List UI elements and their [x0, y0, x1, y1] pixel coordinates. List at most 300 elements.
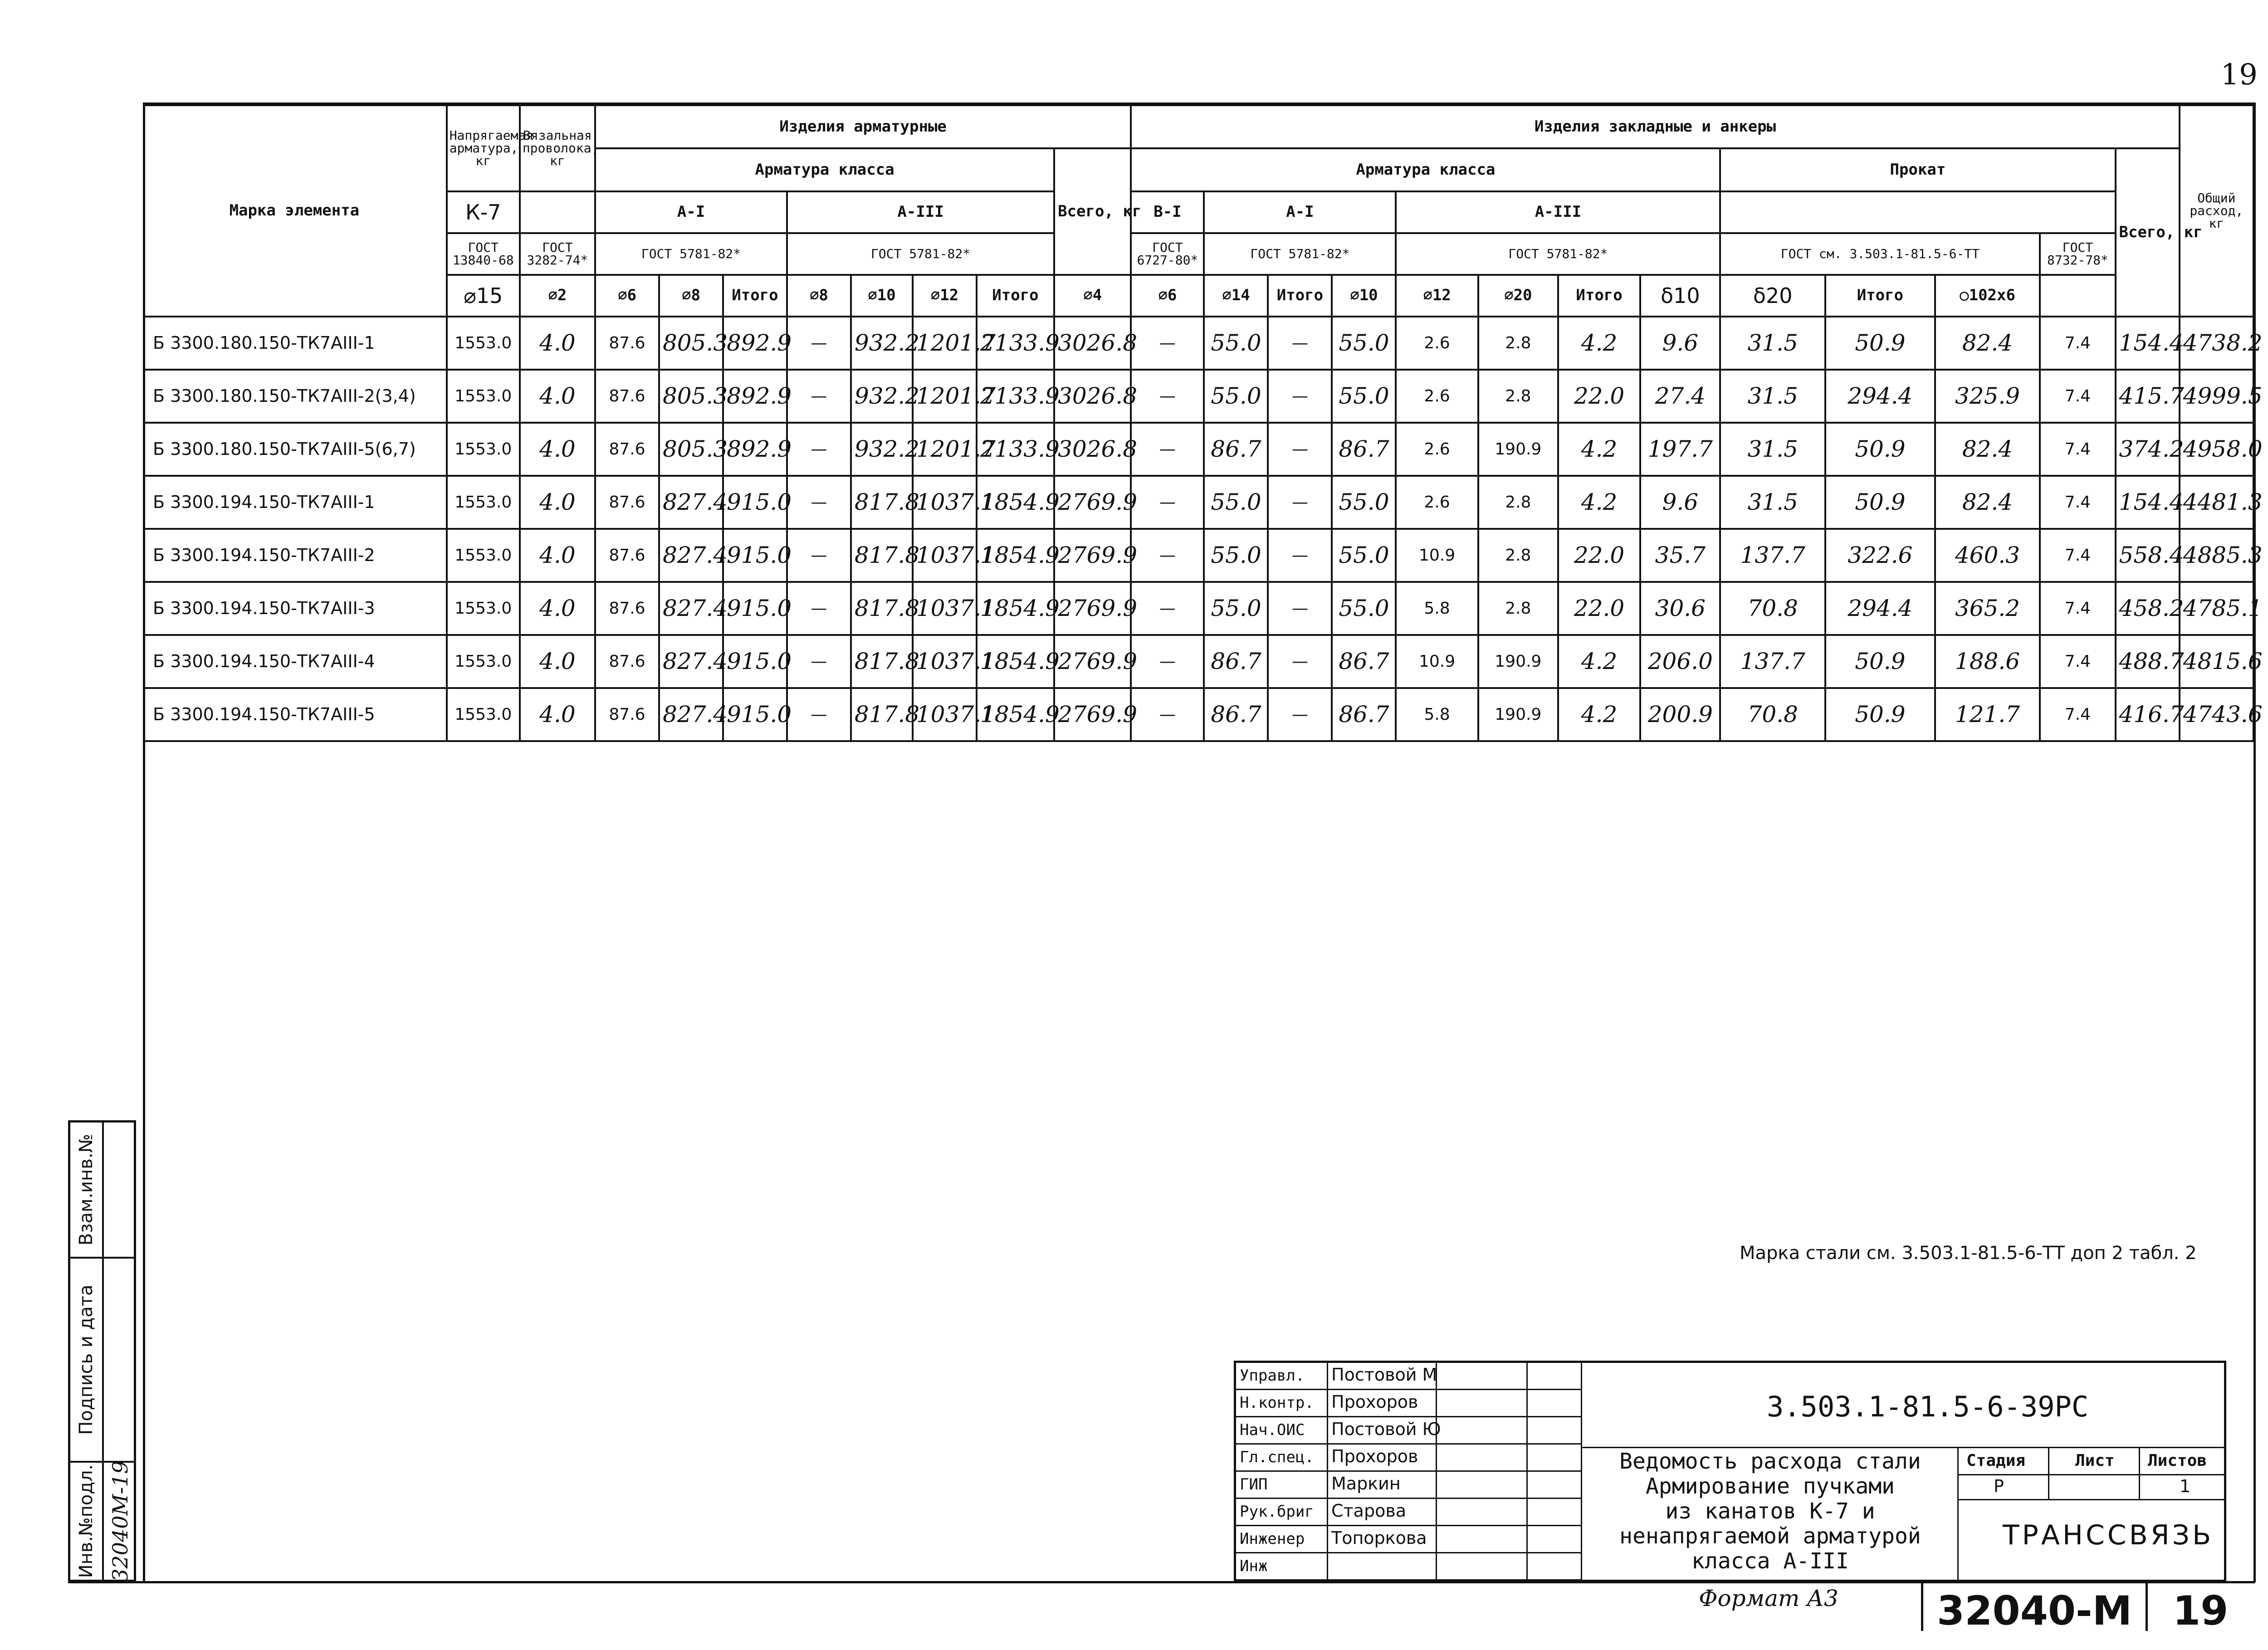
header-gost-5781-d: ГОСТ 5781-82* [1396, 233, 1720, 275]
format-label: Формат А3 [1699, 1585, 1838, 1611]
value-cell: 4.2 [1558, 423, 1640, 476]
value-cell: 374.2 [2116, 423, 2180, 476]
value-cell: 7.4 [2040, 370, 2115, 423]
value-cell: 137.7 [1720, 529, 1825, 582]
value-cell: 2.6 [1396, 370, 1478, 423]
value-cell: — [1268, 423, 1332, 476]
value-cell: 197.7 [1640, 423, 1720, 476]
value-cell: 55.0 [1332, 476, 1396, 529]
value-cell: 70.8 [1720, 582, 1825, 635]
header-rolled: Прокат [1720, 148, 2115, 191]
side-cell-repl [70, 1123, 102, 1259]
footer-code-left-line [1921, 1581, 1923, 1631]
value-cell: 50.9 [1825, 635, 1935, 688]
document-code: 3.503.1-81.5-6-39РС [1767, 1390, 2089, 1423]
person-name: Прохоров [1331, 1392, 1418, 1412]
value-cell: 932.2 [851, 317, 913, 370]
value-cell: 7.4 [2040, 476, 2115, 529]
value-cell: 416.7 [2116, 688, 2180, 741]
header-gost-3282: ГОСТ 3282-74* [520, 233, 595, 275]
table-row [143, 688, 2253, 741]
header-rebar-class-embedded: Арматура класса [1131, 148, 1720, 191]
tb-divider-sig [1526, 1363, 1528, 1580]
value-cell: 82.4 [1935, 317, 2040, 370]
person-name: Топоркова [1331, 1528, 1427, 1548]
value-cell: 915.0 [723, 688, 787, 741]
value-cell: 87.6 [595, 635, 659, 688]
value-cell: 82.4 [1935, 423, 2040, 476]
person-name: Маркин [1331, 1474, 1401, 1494]
value-cell: 22.0 [1558, 529, 1640, 582]
value-cell: 2769.9 [1054, 529, 1131, 582]
value-cell: — [1131, 476, 1204, 529]
value-cell: 55.0 [1204, 582, 1268, 635]
value-cell: 3026.8 [1054, 423, 1131, 476]
header-gost-13840: ГОСТ 13840-68 [447, 233, 520, 275]
value-cell: 827.4 [659, 529, 723, 582]
person-role: Гл.спец. [1240, 1448, 1314, 1466]
value-cell: 4.2 [1558, 476, 1640, 529]
table-body [143, 317, 2263, 741]
value-cell: 915.0 [723, 476, 787, 529]
value-cell: 27.4 [1640, 370, 1720, 423]
col-total-a3: Итого [977, 275, 1054, 317]
value-cell: 4.0 [520, 476, 595, 529]
sheets-label: Листов [2148, 1451, 2207, 1470]
value-cell: 365.2 [1935, 582, 2040, 635]
col-delta10: δ10 [1640, 275, 1720, 317]
value-cell: 4.0 [520, 582, 595, 635]
value-cell: 137.7 [1720, 635, 1825, 688]
col-total-a3-emb: Итого [1558, 275, 1640, 317]
stage-value: Р [1994, 1476, 2004, 1496]
value-cell: 1854.9 [977, 688, 1054, 741]
col-d6-emb: ⌀6 [1131, 275, 1204, 317]
value-cell: 1553.0 [447, 635, 520, 688]
value-cell: 2769.9 [1054, 582, 1131, 635]
table-row [143, 529, 2253, 582]
header-b1: В-I [1131, 191, 1204, 233]
value-cell: 5.8 [1396, 688, 1478, 741]
steel-consumption-table [143, 104, 2263, 742]
tb-divider-title [1957, 1447, 1959, 1580]
value-cell: 4738.2 [2180, 317, 2253, 370]
value-cell: 154.4 [2116, 317, 2180, 370]
value-cell: 2769.9 [1054, 476, 1131, 529]
title-block-person-row [1236, 1363, 1581, 1390]
table-row [143, 476, 2253, 529]
header-a3-embedded: А-III [1396, 191, 1720, 233]
value-cell: 55.0 [1204, 476, 1268, 529]
value-cell: 4.0 [520, 370, 595, 423]
value-cell: 82.4 [1935, 476, 2040, 529]
value-cell: 4958.0 [2180, 423, 2253, 476]
value-cell: 55.0 [1204, 529, 1268, 582]
value-cell: 10.9 [1396, 529, 1478, 582]
value-cell: 86.7 [1332, 423, 1396, 476]
value-cell: — [1268, 635, 1332, 688]
element-mark-cell: Б 3300.180.150-ТК7АIII-5(6,7) [143, 423, 447, 476]
side-inv-value: 32040М-19 [108, 1460, 132, 1582]
value-cell: 805.3 [659, 317, 723, 370]
value-cell: — [1268, 688, 1332, 741]
value-cell: 206.0 [1640, 635, 1720, 688]
value-cell: 87.6 [595, 688, 659, 741]
side-cell-inv-value [102, 1460, 136, 1582]
title-block-person-row [1236, 1417, 1581, 1445]
col-d2: ⌀2 [520, 275, 595, 317]
value-cell: 2769.9 [1054, 635, 1131, 688]
value-cell: 4481.3 [2180, 476, 2253, 529]
person-role: Нач.ОИС [1240, 1421, 1305, 1439]
person-name: Постовой Ю [1331, 1419, 1441, 1439]
value-cell: 817.8 [851, 476, 913, 529]
value-cell: 121.7 [1935, 688, 2040, 741]
header-a1-embedded: А-I [1204, 191, 1396, 233]
value-cell: 1037.1 [913, 688, 977, 741]
value-cell: — [1131, 423, 1204, 476]
value-cell: 55.0 [1332, 582, 1396, 635]
header-rebar-class: Арматура класса [595, 148, 1054, 191]
value-cell: 86.7 [1204, 688, 1268, 741]
value-cell: 22.0 [1558, 370, 1640, 423]
col-total-a1: Итого [723, 275, 787, 317]
value-cell: 558.4 [2116, 529, 2180, 582]
value-cell: 488.7 [2116, 635, 2180, 688]
tb-divider-people [1581, 1363, 1582, 1580]
value-cell: 3026.8 [1054, 317, 1131, 370]
sheets-value: 1 [2180, 1476, 2191, 1496]
value-cell: 1037.1 [913, 529, 977, 582]
value-cell: 892.9 [723, 317, 787, 370]
value-cell: 4743.6 [2180, 688, 2253, 741]
value-cell: 1201.7 [913, 423, 977, 476]
value-cell: 817.8 [851, 688, 913, 741]
value-cell: 87.6 [595, 317, 659, 370]
side-label-sign: Подпись и дата [76, 1284, 97, 1435]
element-mark-cell: Б 3300.194.150-ТК7АIII-2 [143, 529, 447, 582]
value-cell: 1553.0 [447, 423, 520, 476]
value-cell: 817.8 [851, 635, 913, 688]
value-cell: 55.0 [1204, 317, 1268, 370]
value-cell: — [787, 582, 851, 635]
col-d8-a3: ⌀8 [787, 275, 851, 317]
side-cell-sign [70, 1259, 102, 1463]
value-cell: — [787, 370, 851, 423]
footer-code-right-line [2146, 1581, 2148, 1631]
value-cell: — [1131, 635, 1204, 688]
side-cell-sign-value [102, 1259, 136, 1463]
value-cell: — [787, 423, 851, 476]
col-d12-emb: ⌀12 [1396, 275, 1478, 317]
value-cell: 7.4 [2040, 582, 2115, 635]
value-cell: 4.0 [520, 529, 595, 582]
value-cell: 4.0 [520, 688, 595, 741]
value-cell: 7.4 [2040, 423, 2115, 476]
value-cell: 86.7 [1204, 635, 1268, 688]
value-cell: 2.8 [1478, 370, 1558, 423]
value-cell: 70.8 [1720, 688, 1825, 741]
value-cell: 55.0 [1332, 317, 1396, 370]
value-cell: 2769.9 [1054, 688, 1131, 741]
col-d10: ⌀10 [851, 275, 913, 317]
tb-stage-div-2 [2139, 1447, 2140, 1499]
value-cell: 915.0 [723, 529, 787, 582]
col-d15: ⌀15 [447, 275, 520, 317]
value-cell: 1553.0 [447, 476, 520, 529]
header-total-kg: Всего, кг [1054, 148, 1131, 275]
value-cell: 7.4 [2040, 635, 2115, 688]
header-element-mark: Марка элемента [143, 105, 447, 317]
value-cell: 31.5 [1720, 317, 1825, 370]
side-label-repl: Взам.инв.№ [76, 1133, 97, 1246]
value-cell: 4999.5 [2180, 370, 2253, 423]
person-role: Рук.бриг [1240, 1503, 1314, 1521]
value-cell: 1037.1 [913, 635, 977, 688]
value-cell: 932.2 [851, 370, 913, 423]
value-cell: 87.6 [595, 423, 659, 476]
value-cell: 87.6 [595, 370, 659, 423]
value-cell: 7.4 [2040, 317, 2115, 370]
value-cell: 4885.3 [2180, 529, 2253, 582]
tb-stage-line-2 [1957, 1499, 2225, 1500]
col-d14: ⌀14 [1204, 275, 1268, 317]
col-total-a1-emb: Итого [1268, 275, 1332, 317]
value-cell: 805.3 [659, 423, 723, 476]
value-cell: 915.0 [723, 635, 787, 688]
header-overall: Общий расход, кг [2180, 105, 2253, 317]
element-mark-cell: Б 3300.180.150-ТК7АIII-1 [143, 317, 447, 370]
value-cell: 2.8 [1478, 476, 1558, 529]
value-cell: 827.4 [659, 476, 723, 529]
value-cell: 2133.9 [977, 317, 1054, 370]
person-role: Инженер [1240, 1530, 1305, 1548]
value-cell: 2.8 [1478, 317, 1558, 370]
table-row [143, 317, 2253, 370]
title-block-person-row [1236, 1499, 1581, 1526]
title-block [1234, 1361, 2226, 1582]
value-cell: 1553.0 [447, 582, 520, 635]
person-role: Инж [1240, 1557, 1268, 1575]
value-cell: — [1268, 582, 1332, 635]
value-cell: 2133.9 [977, 423, 1054, 476]
value-cell: 87.6 [595, 529, 659, 582]
col-d20: ⌀20 [1478, 275, 1558, 317]
header-gost-5781-a: ГОСТ 5781-82* [595, 233, 787, 275]
value-cell: 22.0 [1558, 582, 1640, 635]
value-cell: — [1268, 476, 1332, 529]
value-cell: 1201.7 [913, 370, 977, 423]
tb-stage-line-1 [1957, 1474, 2225, 1475]
header-a1: А-I [595, 191, 787, 233]
title-line: Армирование пучками [1645, 1474, 1895, 1499]
value-cell: 2133.9 [977, 370, 1054, 423]
value-cell: 3026.8 [1054, 370, 1131, 423]
value-cell: 55.0 [1204, 370, 1268, 423]
header-total-kg-embedded: Всего, кг [2116, 148, 2180, 317]
title-block-person-row [1236, 1526, 1581, 1553]
value-cell: 827.4 [659, 635, 723, 688]
header-a3: А-III [787, 191, 1054, 233]
value-cell: 2.6 [1396, 476, 1478, 529]
tb-stage-div-1 [2048, 1447, 2049, 1499]
sheet-label: Лист [2075, 1451, 2115, 1470]
value-cell: 932.2 [851, 423, 913, 476]
stage-label: Стадия [1966, 1451, 2026, 1470]
col-total-rolled: Итого [1825, 275, 1935, 317]
value-cell: — [787, 688, 851, 741]
value-cell: 2.6 [1396, 423, 1478, 476]
col-d4: ⌀4 [1054, 275, 1131, 317]
value-cell: 827.4 [659, 688, 723, 741]
header-gost-5781-c: ГОСТ 5781-82* [1204, 233, 1396, 275]
person-name: Постовой М [1331, 1365, 1437, 1385]
value-cell: 4.0 [520, 635, 595, 688]
value-cell: 87.6 [595, 476, 659, 529]
header-binding-wire: Вязальная проволока, кг [520, 105, 595, 191]
value-cell: 9.6 [1640, 317, 1720, 370]
value-cell: — [787, 317, 851, 370]
value-cell: 7.4 [2040, 688, 2115, 741]
footer-code: 32040-М [1937, 1587, 2132, 1634]
value-cell: 458.2 [2116, 582, 2180, 635]
header-gost-6727: ГОСТ 6727-80* [1131, 233, 1204, 275]
col-d8: ⌀8 [659, 275, 723, 317]
person-role: Управл. [1240, 1367, 1305, 1385]
value-cell: 86.7 [1332, 635, 1396, 688]
value-cell: 4.0 [520, 423, 595, 476]
value-cell: 1037.1 [913, 582, 977, 635]
value-cell: 4.2 [1558, 635, 1640, 688]
side-stamp [68, 1120, 136, 1582]
value-cell: 188.6 [1935, 635, 2040, 688]
value-cell: — [1131, 582, 1204, 635]
header-rolled-blank [1720, 191, 2115, 233]
value-cell: — [1131, 317, 1204, 370]
value-cell: 892.9 [723, 370, 787, 423]
document-title [1585, 1449, 1955, 1574]
value-cell: — [1268, 529, 1332, 582]
value-cell: 55.0 [1332, 529, 1396, 582]
value-cell: 294.4 [1825, 582, 1935, 635]
title-line: ненапрягаемой арматурой [1619, 1523, 1921, 1549]
element-mark-cell: Б 3300.180.150-ТК7АIII-2(3,4) [143, 370, 447, 423]
value-cell: — [1268, 317, 1332, 370]
value-cell: — [1131, 370, 1204, 423]
value-cell: 50.9 [1825, 688, 1935, 741]
value-cell: 1553.0 [447, 370, 520, 423]
value-cell: — [1268, 370, 1332, 423]
header-gost-8732: ГОСТ 8732-78* [2040, 233, 2115, 275]
footer-page: 19 [2173, 1587, 2229, 1634]
value-cell: 1854.9 [977, 635, 1054, 688]
value-cell: 4815.6 [2180, 635, 2253, 688]
table-row [143, 635, 2253, 688]
col-pipe: ○102x6 [1935, 275, 2040, 317]
value-cell: 190.9 [1478, 688, 1558, 741]
value-cell: — [787, 476, 851, 529]
value-cell: 9.6 [1640, 476, 1720, 529]
header-gost-see: ГОСТ см. 3.503.1-81.5-6-ТТ [1720, 233, 2040, 275]
value-cell: 1854.9 [977, 582, 1054, 635]
table-row [143, 582, 2253, 635]
value-cell: 4785.1 [2180, 582, 2253, 635]
col-d12: ⌀12 [913, 275, 977, 317]
value-cell: 460.3 [1935, 529, 2040, 582]
side-label-inv: Инв.№подл. [76, 1464, 97, 1578]
value-cell: 55.0 [1332, 370, 1396, 423]
title-line: Ведомость расхода стали [1619, 1449, 1921, 1474]
value-cell: 1037.1 [913, 476, 977, 529]
value-cell: 827.4 [659, 582, 723, 635]
col-delta20: δ20 [1720, 275, 1825, 317]
title-line: из канатов К-7 и [1665, 1499, 1875, 1524]
organization: ТРАНССВЯЗЬ [2003, 1519, 2214, 1551]
page-number-top: 19 [2220, 58, 2258, 92]
value-cell: 805.3 [659, 370, 723, 423]
title-line: класса А-III [1691, 1548, 1849, 1574]
value-cell: 7.4 [2040, 529, 2115, 582]
value-cell: 294.4 [1825, 370, 1935, 423]
value-cell: 31.5 [1720, 370, 1825, 423]
element-mark-cell: Б 3300.194.150-ТК7АIII-1 [143, 476, 447, 529]
value-cell: 2.6 [1396, 317, 1478, 370]
value-cell: 4.2 [1558, 317, 1640, 370]
value-cell: 915.0 [723, 582, 787, 635]
value-cell: 87.6 [595, 582, 659, 635]
value-cell: 322.6 [1825, 529, 1935, 582]
table-row [143, 423, 2253, 476]
tb-divider-role [1327, 1363, 1328, 1580]
value-cell: 1854.9 [977, 529, 1054, 582]
table-row [143, 370, 2253, 423]
value-cell: 190.9 [1478, 423, 1558, 476]
value-cell: 30.6 [1640, 582, 1720, 635]
header-gost-5781-b: ГОСТ 5781-82* [787, 233, 1054, 275]
header-embedded-products: Изделия закладные и анкеры [1131, 105, 2179, 148]
value-cell: 1553.0 [447, 688, 520, 741]
side-cell-inv [70, 1463, 102, 1580]
value-cell: 50.9 [1825, 476, 1935, 529]
tb-divider-name [1436, 1363, 1437, 1580]
header-k7: К-7 [447, 191, 520, 233]
header-rebar-products: Изделия арматурные [595, 105, 1131, 148]
value-cell: — [787, 635, 851, 688]
col-d6: ⌀6 [595, 275, 659, 317]
value-cell: 1553.0 [447, 317, 520, 370]
header-wire-unit [520, 191, 595, 233]
value-cell: 2.8 [1478, 529, 1558, 582]
title-block-person-row [1236, 1472, 1581, 1499]
value-cell: 190.9 [1478, 635, 1558, 688]
value-cell: 86.7 [1332, 688, 1396, 741]
title-block-person-row [1236, 1390, 1581, 1417]
element-mark-cell: Б 3300.194.150-ТК7АIII-3 [143, 582, 447, 635]
title-block-person-row [1236, 1445, 1581, 1472]
value-cell: 10.9 [1396, 635, 1478, 688]
value-cell: 1553.0 [447, 529, 520, 582]
value-cell: 50.9 [1825, 423, 1935, 476]
value-cell: 31.5 [1720, 423, 1825, 476]
value-cell: 86.7 [1204, 423, 1268, 476]
header-prestressed: Напрягаемая арматура, кг [447, 105, 520, 191]
value-cell: — [1131, 688, 1204, 741]
value-cell: 817.8 [851, 582, 913, 635]
value-cell: 31.5 [1720, 476, 1825, 529]
title-block-person-row [1236, 1553, 1581, 1581]
element-mark-cell: Б 3300.194.150-ТК7АIII-5 [143, 688, 447, 741]
tb-code-line [1581, 1447, 2225, 1448]
